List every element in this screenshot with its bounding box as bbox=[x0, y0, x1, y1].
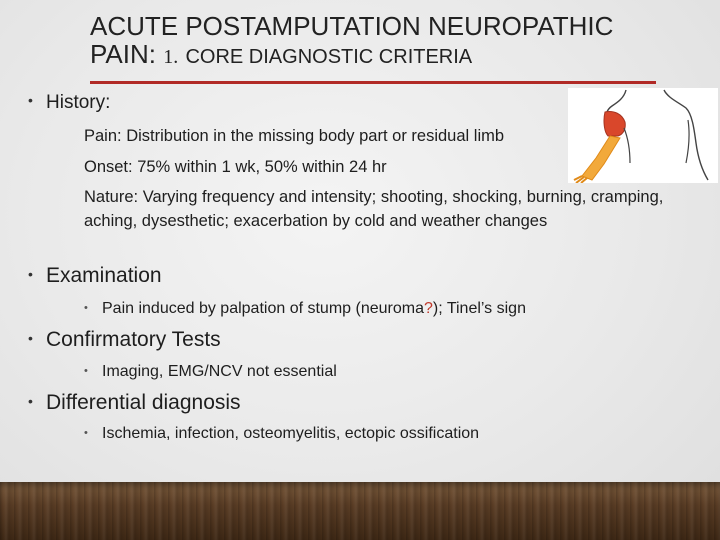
differential-label: Differential diagnosis bbox=[46, 391, 241, 414]
title-sub: CORE DIAGNOSTIC CRITERIA bbox=[185, 46, 473, 68]
differential-item-text: Ischemia, infection, osteomyelitis, ectopic ossification bbox=[102, 425, 480, 442]
confirmatory-item: • Imaging, EMG/NCV not essential bbox=[84, 363, 337, 380]
examination-heading: • Examination bbox=[28, 264, 162, 287]
examination-item-pre: Pain induced by palpation of stump (neuroma bbox=[102, 300, 424, 317]
history-line-pain: Pain: Distribution in the missing body part or residual limb bbox=[84, 127, 505, 145]
slide-title bbox=[90, 12, 670, 71]
confirmatory-label: Confirmatory Tests bbox=[46, 328, 221, 351]
examination-item-post: ); Tinel’s sign bbox=[432, 300, 526, 317]
history-line-nature: Nature: Varying frequency and intensity; shooting, shocking, burning, cramping, aching, dysesthetic; exacerbation by cold and weather changes bbox=[84, 188, 664, 230]
history-line-onset: Onset: 75% within 1 wk, 50% within 24 hr bbox=[84, 158, 387, 176]
differential-heading: • Differential diagnosis bbox=[28, 391, 241, 414]
history-heading: • History: bbox=[28, 92, 111, 113]
confirmatory-item-text: Imaging, EMG/NCV not essential bbox=[102, 363, 337, 380]
wood-floor-decoration bbox=[0, 482, 720, 540]
differential-item: • Ischemia, infection, osteomyelitis, ectopic ossification bbox=[84, 425, 480, 442]
examination-item-question: ? bbox=[423, 300, 433, 317]
history-label: History: bbox=[46, 92, 111, 113]
title-main: ACUTE POSTAMPUTATION NEUROPATHIC PAIN: bbox=[90, 11, 614, 69]
examination-item: • Pain induced by palpation of stump (neuroma?); Tinel’s sign bbox=[84, 300, 526, 317]
title-sub-number: 1. bbox=[163, 46, 179, 68]
title-underline bbox=[90, 81, 656, 84]
examination-label: Examination bbox=[46, 264, 162, 287]
confirmatory-heading: • Confirmatory Tests bbox=[28, 328, 221, 351]
